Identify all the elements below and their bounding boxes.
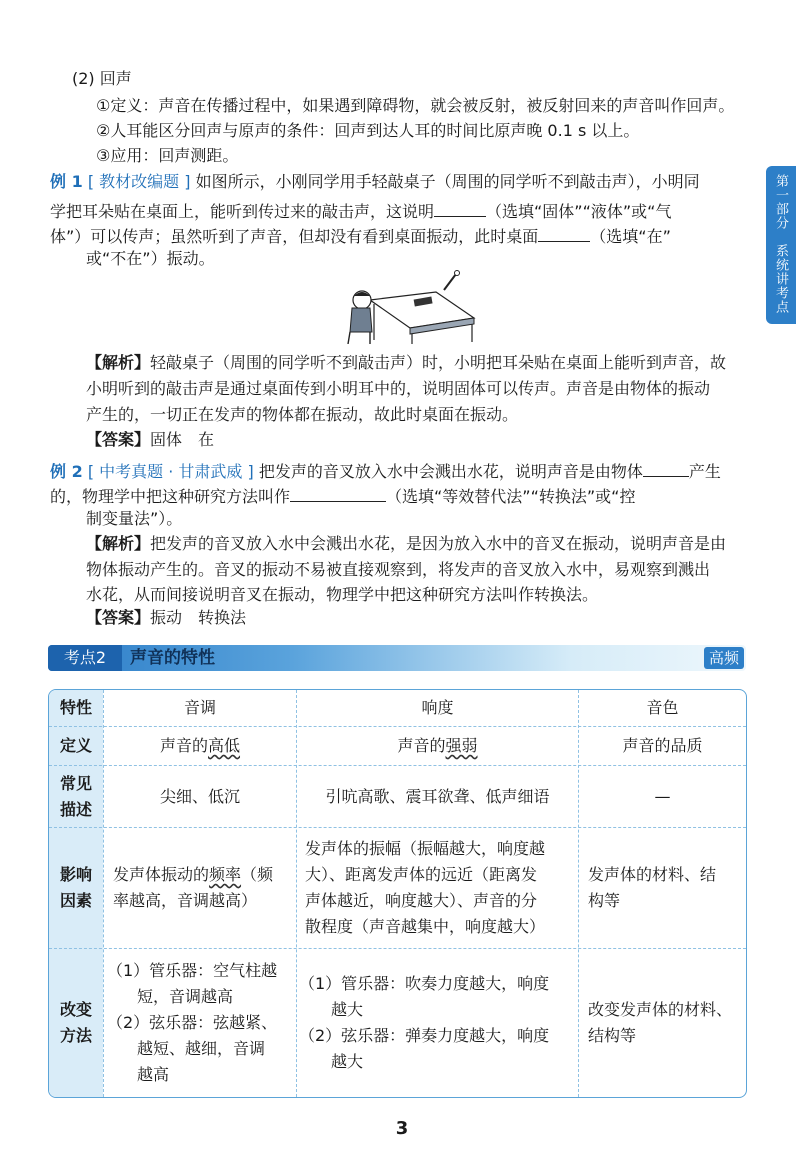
example2-tag: [ 中考真题 · 甘肃武威 ]	[87, 462, 254, 481]
cell-text: 短，音调越高	[137, 987, 234, 1006]
row-label-part: 方法	[59, 1026, 92, 1045]
example2-q2a: 的，物理学中把这种研究方法叫作	[50, 487, 291, 506]
cell-text: 声体越近，响度越大）、声音的分	[305, 891, 538, 910]
example1-analysis-line3: 产生的，一切正在发声的物体都在振动，故此时桌面在振动。	[86, 405, 519, 424]
example2-label: 例 2	[50, 462, 83, 481]
example1-question-line2	[50, 198, 671, 223]
cell-text: （2）弦乐器：弦越紧、	[107, 1013, 278, 1032]
example2-q3: 制变量法”）。	[86, 509, 183, 528]
example2-q1a: 把发声的音叉放入水中会溅出水花，说明声音是由物体	[258, 462, 643, 481]
answer-label: 【答案】	[86, 608, 151, 627]
example2-analysis-line1	[86, 533, 726, 555]
table-cell	[299, 949, 577, 1097]
table-cell	[588, 949, 744, 1097]
example1-q3b: （选填“在”	[590, 227, 671, 246]
answer-text: 振动 转换法	[150, 608, 247, 627]
table-cell: 声音的品质	[622, 736, 703, 755]
section-title: 声音的特性	[130, 648, 215, 668]
table-cell: 引吭高歌、震耳欲聋、低声细语	[325, 786, 550, 806]
answer-blank	[538, 223, 590, 242]
side-tab-part: 第一部分	[773, 174, 788, 230]
example1-q2b: （选填“固体”“液体”或“气	[486, 202, 672, 221]
cell-emphasis: 强弱	[445, 736, 478, 755]
analysis-text: 把发声的音叉放入水中会溅出水花，是因为放入水中的音叉在振动，说明声音是由	[150, 534, 727, 553]
table-cell	[107, 949, 295, 1097]
analysis-label: 【解析】	[86, 353, 151, 372]
cell-text: 越短、越细，音调	[137, 1039, 266, 1058]
table-cell	[297, 727, 578, 765]
page-number: 3	[395, 1118, 409, 1139]
example1-question-line1	[50, 171, 700, 193]
row-label-description	[49, 766, 103, 827]
header-timbre: 音色	[646, 698, 679, 717]
desk-listening-illustration	[340, 270, 476, 344]
cell-emphasis: 频率	[209, 865, 242, 884]
header-property: 特性	[59, 698, 92, 717]
row-label-definition: 定义	[59, 736, 92, 755]
cell-text: （频	[241, 865, 274, 884]
cell-text: 声音的	[397, 736, 446, 755]
cell-text: 率越高，音调越高）	[113, 891, 258, 910]
section-header	[48, 645, 746, 671]
echo-application: ③应用：回声测距。	[96, 146, 239, 165]
example2-analysis-line3: 水花，从而间接说明音叉在振动，物理学中把这种研究方法叫作转换法。	[86, 585, 599, 604]
example1-question-line3	[50, 223, 671, 248]
cell-text: 构等	[588, 891, 621, 910]
row-label-part: 影响	[59, 865, 92, 884]
cell-text: （1）管乐器：空气柱越	[107, 961, 278, 980]
cell-text: 结构等	[588, 1026, 637, 1045]
cell-text: 越大	[331, 1052, 364, 1071]
row-label-methods	[49, 949, 103, 1097]
example1-tag: [ 教材改编题 ]	[87, 172, 191, 191]
answer-blank	[434, 198, 486, 217]
example1-label: 例 1	[50, 172, 83, 191]
header-pitch: 音调	[183, 698, 216, 717]
example1-q2a: 学把耳朵贴在桌面上，能听到传过来的敲击声，这说明	[50, 202, 435, 221]
cell-text: （2）弦乐器：弹奏力度越大，响度	[299, 1026, 550, 1045]
example1-answer	[86, 429, 214, 451]
cell-text: 改变发声体的材料、	[588, 1000, 733, 1019]
table-cell: —	[654, 786, 671, 806]
row-label-part: 改变	[59, 1000, 92, 1019]
echo-condition: ②人耳能区分回声与原声的条件：回声到达人耳的时间比原声晚 0.1 s 以上。	[96, 121, 640, 140]
example1-analysis-line1	[86, 352, 726, 374]
example1-q4: 或“不在”）振动。	[86, 249, 215, 268]
cell-text: 大）、距离发声体的远近（距离发	[305, 865, 538, 884]
table-cell	[588, 828, 744, 948]
table-cell: 尖细、低沉	[159, 786, 240, 806]
cell-text: 发声体的振幅（振幅越大，响度越	[305, 839, 546, 858]
cell-text: （1）管乐器：吹奏力度越大，响度	[299, 974, 550, 993]
cell-text: 越高	[137, 1065, 170, 1084]
answer-text: 固体 在	[150, 430, 215, 449]
row-label-part: 因素	[59, 891, 92, 910]
answer-blank	[643, 458, 689, 477]
echo-definition: ①定义：声音在传播过程中，如果遇到障碍物，就会被反射，被反射回来的声音叫作回声。	[96, 96, 735, 115]
section-tag: 考点2	[48, 645, 122, 671]
table-cell	[305, 828, 577, 948]
example1-analysis-line2: 小明听到的敲击声是通过桌面传到小明耳中的，说明固体可以传声。声音是由物体的振动	[86, 379, 711, 398]
row-label-factors	[49, 828, 103, 948]
analysis-text: 轻敲桌子（周围的同学听不到敲击声）时，小明把耳朵贴在桌面上能听到声音，故	[150, 353, 727, 372]
sound-properties-table	[48, 689, 747, 1098]
cell-text: 散程度（声音越集中，响度越大）	[305, 917, 546, 936]
analysis-label: 【解析】	[86, 534, 151, 553]
example1-q3a: 体”）可以传声；虽然听到了声音，但却没有看到桌面振动，此时桌面	[50, 227, 539, 246]
example2-question-line2	[50, 483, 635, 508]
frequency-badge: 高频	[704, 647, 744, 669]
example2-q2b: （选填“等效替代法”“转换法”或“控	[386, 487, 636, 506]
cell-text: 声音的	[159, 736, 208, 755]
cell-text: 发声体的材料、结	[588, 865, 717, 884]
table-cell	[113, 828, 293, 948]
side-tab-topic: 系统讲考点	[773, 244, 788, 314]
example2-q1b: 产生	[688, 462, 721, 481]
answer-label: 【答案】	[86, 430, 151, 449]
row-label-part: 常见	[59, 773, 92, 793]
answer-blank	[290, 483, 386, 502]
row-label-part: 描述	[59, 799, 92, 819]
example2-question-line1	[50, 458, 721, 483]
echo-heading: (2) 回声	[72, 69, 132, 88]
header-loudness: 响度	[421, 698, 454, 717]
table-cell	[104, 727, 296, 765]
example2-analysis-line2: 物体振动产生的。音叉的振动不易被直接观察到，将发声的音叉放入水中，易观察到溅出	[86, 560, 711, 579]
example1-q1: 如图所示，小刚同学用手轻敲桌子（周围的同学听不到敲击声），小明同	[195, 172, 700, 191]
cell-emphasis: 高低	[208, 736, 241, 755]
side-tab	[766, 166, 796, 324]
example2-answer	[86, 607, 246, 629]
cell-text: 越大	[331, 1000, 364, 1019]
cell-text: 发声体振动的	[113, 865, 210, 884]
